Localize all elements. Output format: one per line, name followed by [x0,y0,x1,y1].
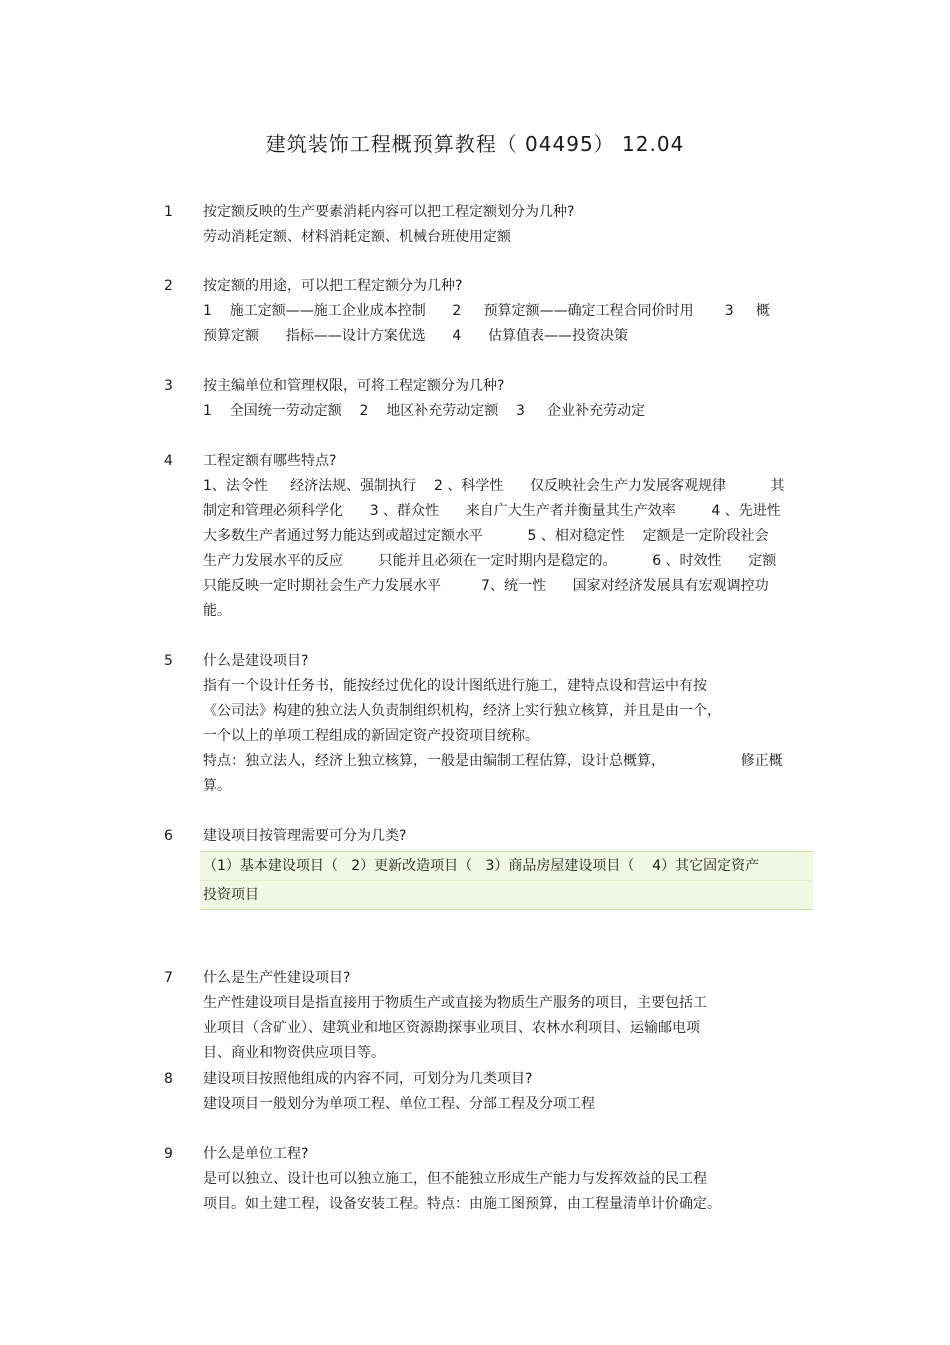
question-text: 按定额反映的生产要素消耗内容可以把工程定额划分为几种? [203,204,575,220]
answer-block [203,399,815,424]
question-text: 什么是单位工程? [203,1146,309,1162]
answer-line: 业项目（含矿业）、建筑业和地区资源勘探事业项目、农林水利项目、运输邮电项 [203,1020,700,1036]
answer-block [203,1092,815,1117]
question-text: 建设项目按照他组成的内容不同，可划分为几类项目? [203,1071,533,1087]
question-number: 9 [164,1146,173,1162]
question-text: 工程定额有哪些特点? [203,453,337,469]
answer-block [203,674,815,799]
answer-line: 1 全国统一劳动定额 2 地区补充劳动定额 3 企业补充劳动定 [203,403,646,419]
answer-block [203,474,815,624]
answer-line: 目、商业和物资供应项目等。 [203,1045,385,1061]
answer-block [203,1167,815,1217]
answer-line: 预算定额 指标——设计方案优选 4 估算值表——投资决策 [203,328,629,344]
question-text: 建设项目按管理需要可分为几类? [203,828,407,844]
question-text: 按主编单位和管理权限，可将工程定额分为几种? [203,378,505,394]
answer-line: 是可以独立、设计也可以独立施工，但不能独立形成生产能力与发挥效益的民工程 [203,1171,707,1187]
answer-line: 一个以上的单项工程组成的新固定资产投资项目统称。 [203,728,539,744]
answer-line: 生产力发展水平的反应 只能并且必须在一定时期内是稳定的。 6 、时效性 定额 [203,553,777,569]
question-number: 4 [164,453,173,469]
question-number: 3 [164,378,173,394]
question-number: 6 [164,828,173,844]
document-title: 建筑装饰工程概预算教程（ 04495） 12.04 [265,132,685,156]
answer-line: 项目。如土建工程，设备安装工程。特点：由施工图预算，由工程量清单计价确定。 [203,1196,721,1212]
question-number: 1 [164,204,173,220]
question-number: 2 [164,278,173,294]
answer-line: 指有一个设计任务书，能按经过优化的设计图纸进行施工，建特点设和营运中有按 [203,678,707,694]
answer-block [203,299,815,349]
question-number: 8 [164,1071,173,1087]
answer-line: 1 施工定额——施工企业成本控制 2 预算定额——确定工程合同价时用 3 概 [203,303,770,319]
answer-line: 能。 [203,603,231,619]
answer-line: 特点：独立法人，经济上独立核算，一般是由编制工程估算，设计总概算， 修正概 [203,753,783,769]
question-text: 什么是生产性建设项目? [203,970,351,986]
question-text: 什么是建设项目? [203,653,309,669]
answer-block [203,225,815,250]
answer-block [203,991,815,1066]
answer-line: 算。 [203,778,231,794]
answer-line: 只能反映一定时期社会生产力发展水平 7、统一性 国家对经济发展具有宏观调控功 [203,578,769,594]
answer-line: 劳动消耗定额、材料消耗定额、机械台班使用定额 [203,229,511,245]
question-number: 7 [164,970,173,986]
answer-line: 制定和管理必须科学化 3 、群众性 来自广大生产者并衡量其生产效率 4 、先进性 [203,503,781,519]
answer-line: （1）基本建设项目（ 2）更新改造项目（ 3）商品房屋建设项目（ 4）其它固定资产 [203,858,760,874]
answer-line: 1、法令性 经济法规、强制执行 2 、科学性 仅反映社会生产力发展客观规律 其 [203,478,785,494]
answer-line: 建设项目一般划分为单项工程、单位工程、分部工程及分项工程 [203,1096,595,1112]
answer-line: 生产性建设项目是指直接用于物质生产或直接为物质生产服务的项目，主要包括工 [203,995,707,1011]
answer-line: 大多数生产者通过努力能达到或超过定额水平 5 、相对稳定性 定额是一定阶段社会 [203,528,769,544]
highlighted-answer-block [200,851,813,910]
answer-line: 投资项目 [200,880,813,909]
question-number: 5 [164,653,173,669]
answer-line: 《公司法》构建的独立法人负责制组织机构，经济上实行独立核算，并且是由一个， [203,703,721,719]
question-text: 按定额的用途，可以把工程定额分为几种? [203,278,463,294]
